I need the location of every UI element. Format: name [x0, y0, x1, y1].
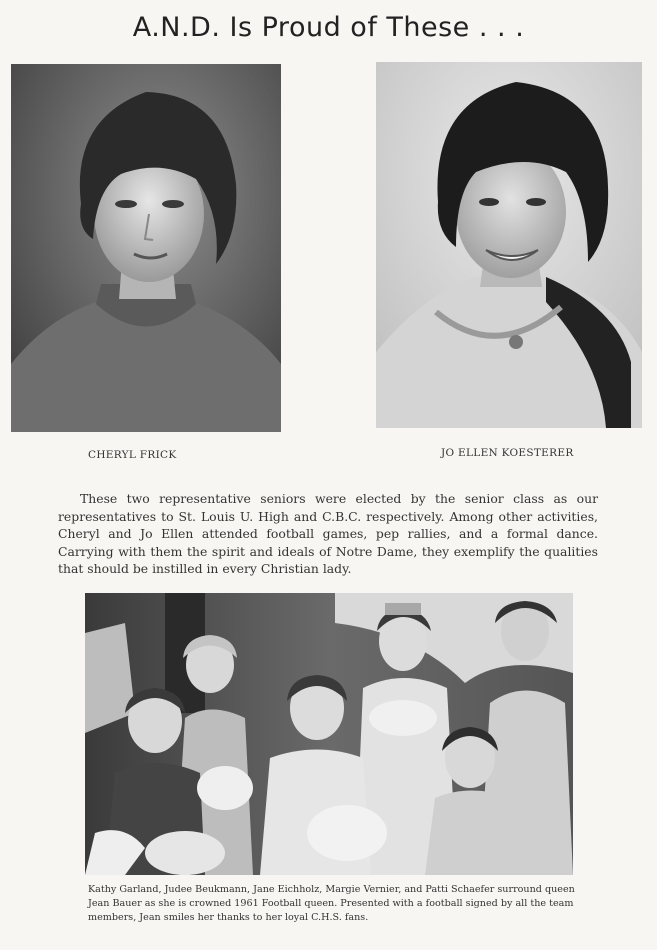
- portrait-photo-cheryl-frick: [11, 64, 281, 432]
- portrait-photo-jo-ellen-koesterer: [376, 62, 642, 428]
- group-photo-caption: Kathy Garland, Judee Beukmann, Jane Eichholz, Margie Vernier, and Patti Schaefer surround queen Jean Bauer as she is crowned 1961 Football queen. Presented with a football signed by all the team members, Jean smiles her thanks to her loyal C.H.S. fans.: [88, 884, 575, 923]
- page-title: A.N.D. Is Proud of These . . .: [132, 12, 525, 43]
- portrait-name-right: JO ELLEN KOESTERER: [441, 447, 574, 459]
- group-photo-football-queen: [85, 593, 573, 875]
- portrait-name-left: CHERYL FRICK: [88, 449, 177, 461]
- article-paragraph: These two representative seniors were elected by the senior class as our representatives to St. Louis U. High and C.B.C. respectively. Among other activities, Cheryl and Jo Ellen attended football games, pep rallies, and a formal dance. Carrying with them the spirit and ideals of Notre Dame, they exemplify the qualities that should be instilled in every Christian lady.: [58, 491, 598, 576]
